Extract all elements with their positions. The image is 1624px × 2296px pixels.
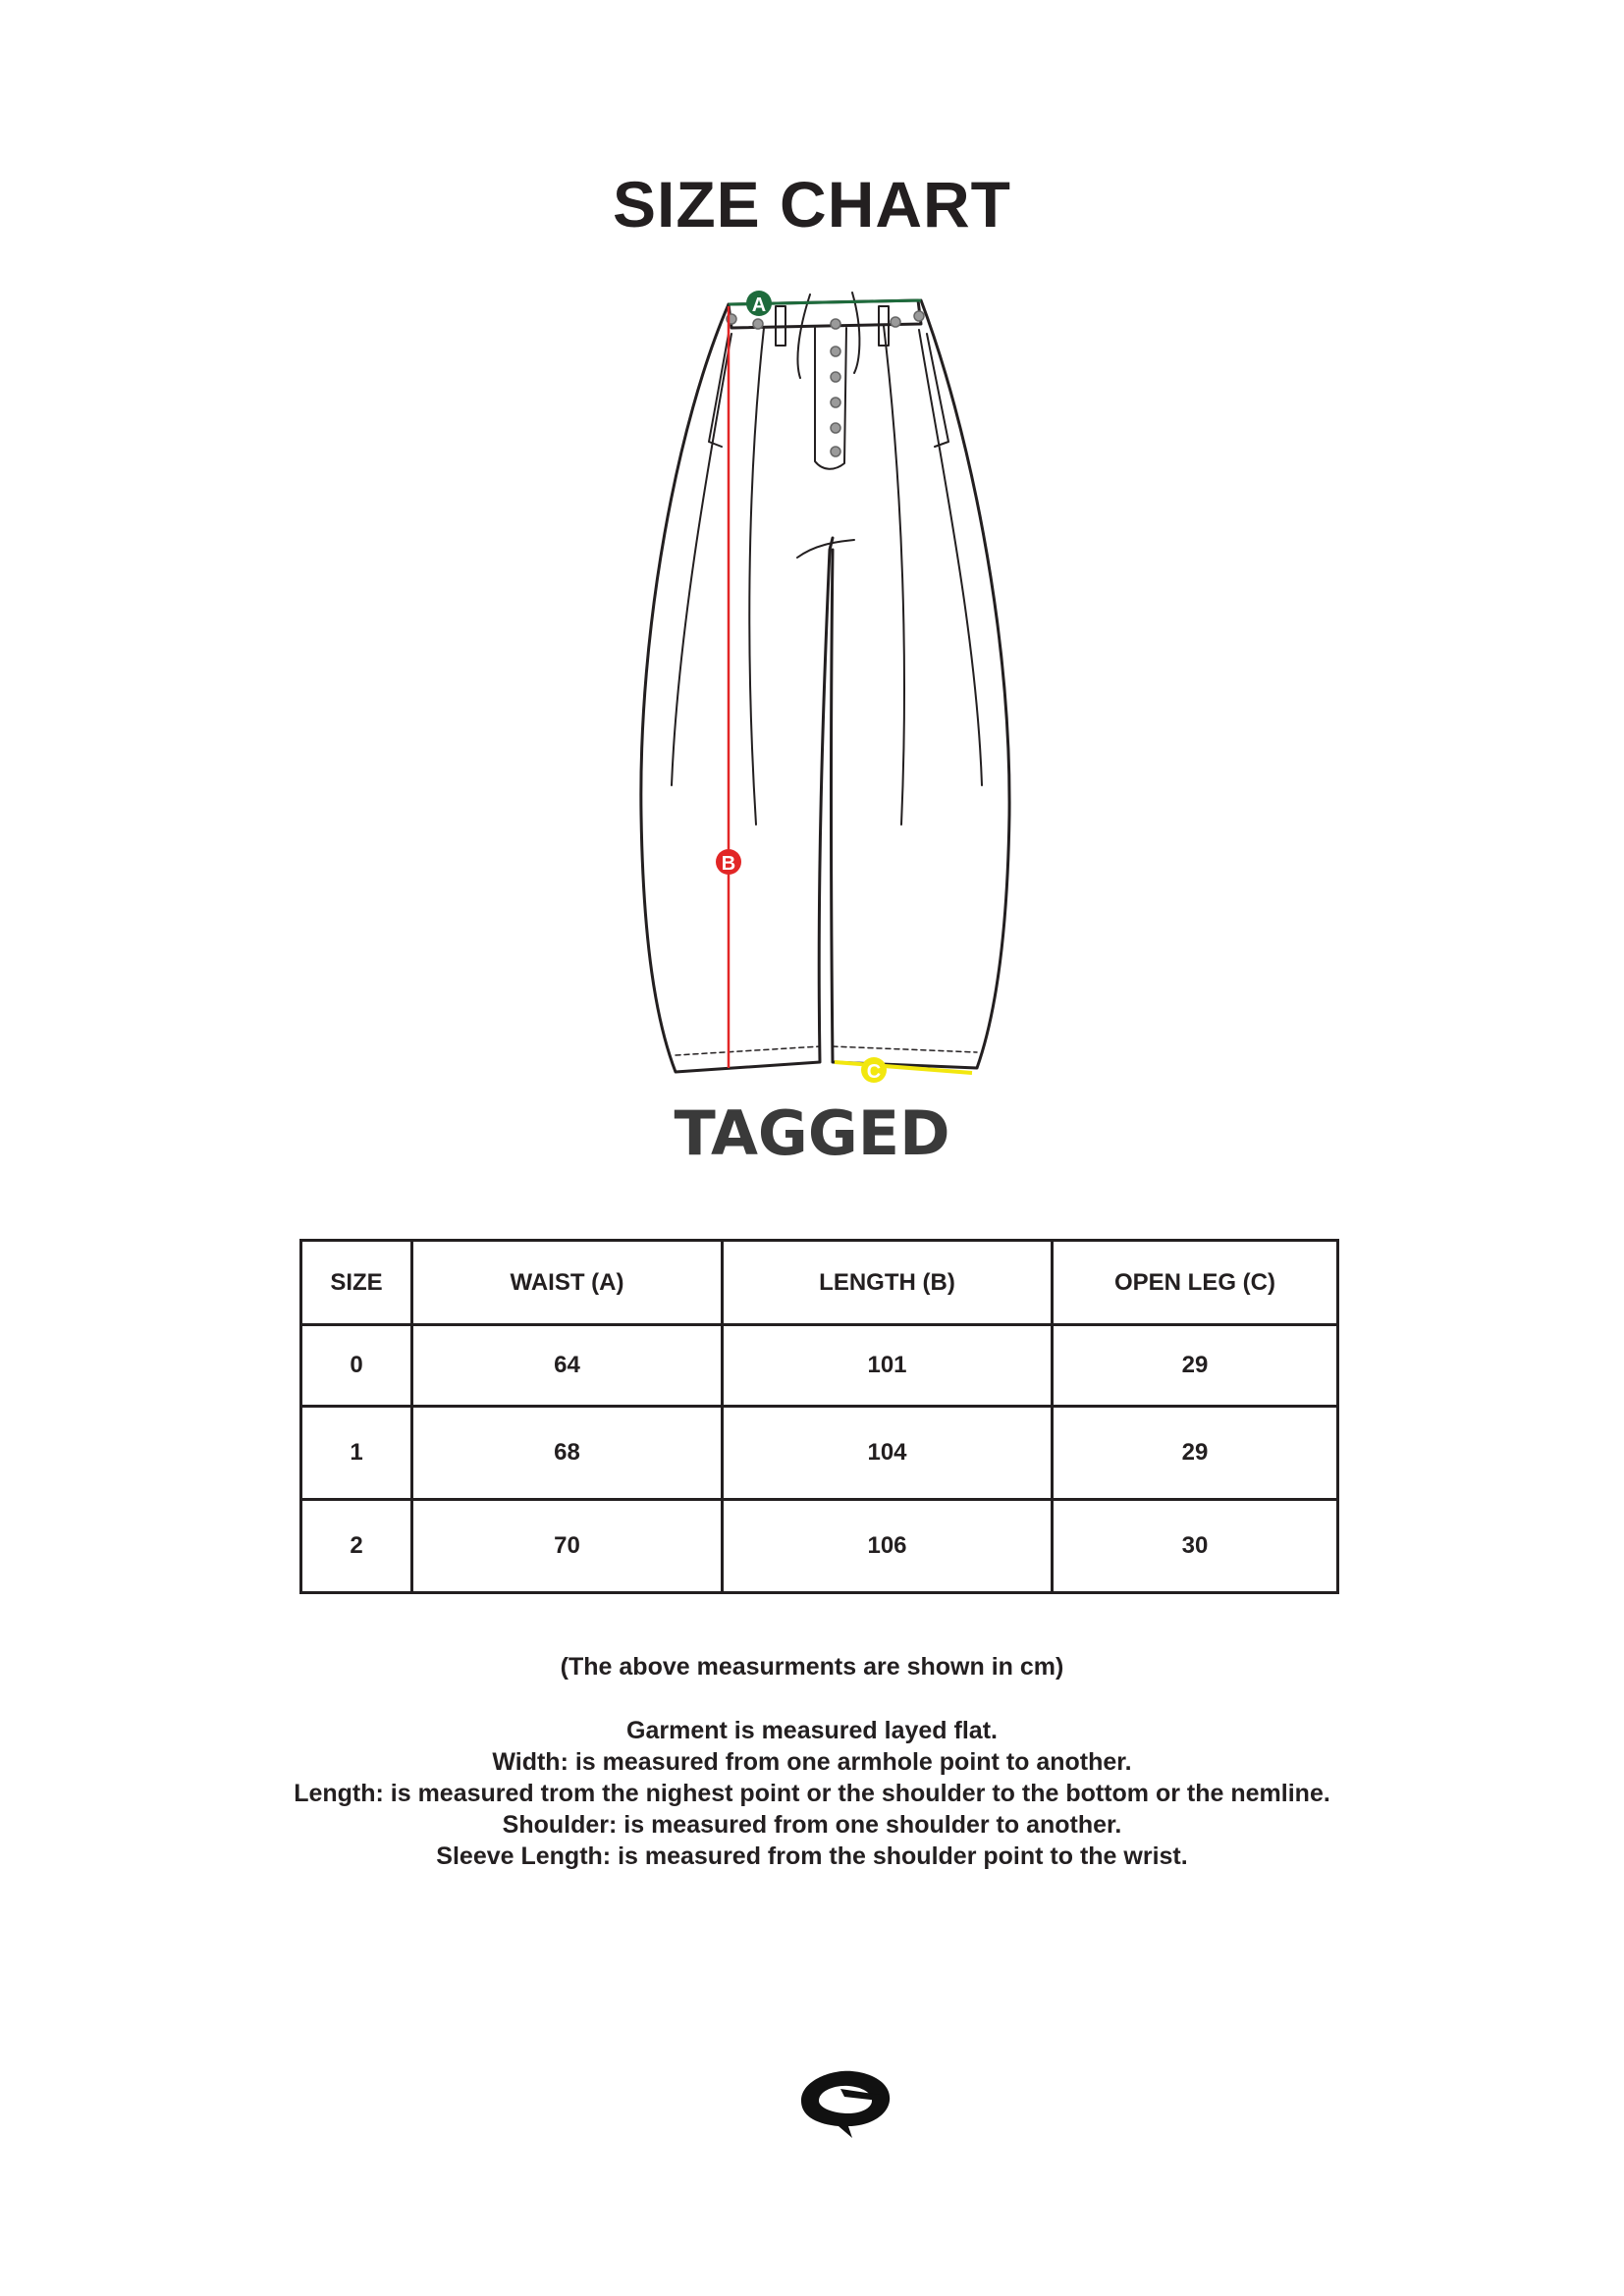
svg-text:A: A xyxy=(751,294,767,316)
note-line: Length: is measured trom the nighest point or the shoulder to the bottom or the nemline. xyxy=(294,1780,1330,1807)
cell-waist: 68 xyxy=(412,1407,723,1500)
header-waist: WAIST (A) xyxy=(412,1241,723,1325)
cell-length: 104 xyxy=(723,1407,1053,1500)
svg-text:C: C xyxy=(866,1061,882,1083)
note-line: Sleeve Length: is measured from the shoulder point to the wrist. xyxy=(436,1842,1188,1870)
marker-c xyxy=(861,1057,887,1083)
brand-name: TAGGED xyxy=(674,1097,950,1169)
note-line: Garment is measured layed flat. xyxy=(626,1717,998,1744)
left-leg-outline xyxy=(641,304,833,1072)
table-header-row xyxy=(301,1241,1338,1325)
cell-size: 2 xyxy=(301,1500,412,1593)
cell-waist: 70 xyxy=(412,1500,723,1593)
svg-text:B: B xyxy=(721,853,736,875)
cell-waist: 64 xyxy=(412,1325,723,1407)
header-length: LENGTH (B) xyxy=(723,1241,1053,1325)
table-row xyxy=(301,1500,1338,1593)
header-size: SIZE xyxy=(301,1241,412,1325)
table-row xyxy=(301,1407,1338,1500)
note-line: Shoulder: is measured from one shoulder to another. xyxy=(502,1811,1122,1839)
marker-a xyxy=(746,291,772,316)
size-table xyxy=(299,1239,1339,1594)
brand-logo-icon xyxy=(791,2061,899,2140)
cell-open-leg: 29 xyxy=(1053,1325,1338,1407)
header-open-leg: OPEN LEG (C) xyxy=(1053,1241,1338,1325)
cell-open-leg: 29 xyxy=(1053,1407,1338,1500)
marker-b xyxy=(716,849,741,875)
cell-length: 101 xyxy=(723,1325,1053,1407)
cell-open-leg: 30 xyxy=(1053,1500,1338,1593)
measurement-notes xyxy=(0,1715,1624,1872)
table-row xyxy=(301,1325,1338,1407)
cell-length: 106 xyxy=(723,1500,1053,1593)
note-line: Width: is measured from one armhole point to another. xyxy=(492,1748,1132,1776)
right-leg-outline xyxy=(832,300,1010,1068)
page-title: SIZE CHART xyxy=(613,168,1011,240)
cell-size: 0 xyxy=(301,1325,412,1407)
cell-size: 1 xyxy=(301,1407,412,1500)
unit-note: (The above measurments are shown in cm) xyxy=(560,1653,1064,1681)
